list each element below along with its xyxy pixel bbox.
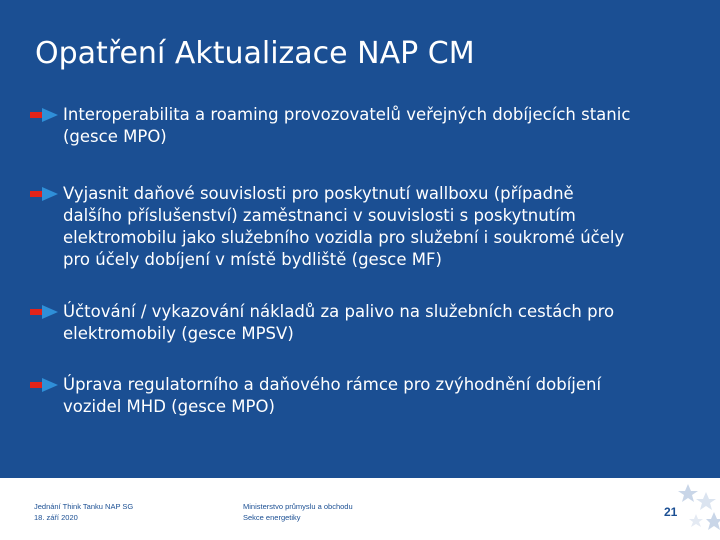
bullet-text — [63, 104, 630, 148]
arrow-icon — [30, 187, 58, 201]
arrow-icon — [30, 305, 58, 319]
bullet-text — [63, 183, 624, 271]
bullet-line: Interoperabilita a roaming provozovatelů veřejných dobíjecích stanic — [63, 105, 631, 124]
arrow-icon — [30, 108, 58, 122]
bullet-line: dalšího příslušenství) zaměstnanci v souvislosti s poskytnutím — [63, 206, 576, 225]
footer-section: Sekce energetiky — [243, 513, 301, 522]
bullet-text — [63, 374, 601, 418]
bullet-line: elektromobily (gesce MPSV) — [63, 324, 294, 343]
eu-stars-decoration — [650, 478, 720, 540]
footer-event-name: Jednání Think Tanku NAP SG — [34, 502, 134, 511]
bullet-line: Úprava regulatorního a daňového rámce pro zvýhodnění dobíjení — [63, 375, 602, 394]
bullet-line: pro účely dobíjení v místě bydliště (gesce MF) — [63, 250, 442, 269]
bullet-line: (gesce MPO) — [63, 127, 167, 146]
bullet-line: elektromobilu jako služebního vozidla pro služební i soukromé účely — [63, 228, 625, 247]
arrow-icon — [30, 378, 58, 392]
footer-ministry: Ministerstvo průmyslu a obchodu — [243, 502, 353, 511]
bullet-line: Účtování / vykazování nákladů za palivo na služebních cestách pro — [63, 302, 615, 321]
footer-event — [34, 501, 133, 523]
footer-event-date: 18. září 2020 — [34, 513, 78, 522]
slide-title: Opatření Aktualizace NAP CM — [35, 36, 475, 71]
bullet-line: vozidel MHD (gesce MPO) — [63, 397, 275, 416]
slide-footer — [0, 478, 720, 540]
page-number: 21 — [664, 505, 678, 519]
footer-organization — [243, 501, 353, 523]
bullet-line: Vyjasnit daňové souvislosti pro poskytnutí wallboxu (případně — [63, 184, 574, 203]
bullet-text — [63, 301, 614, 345]
